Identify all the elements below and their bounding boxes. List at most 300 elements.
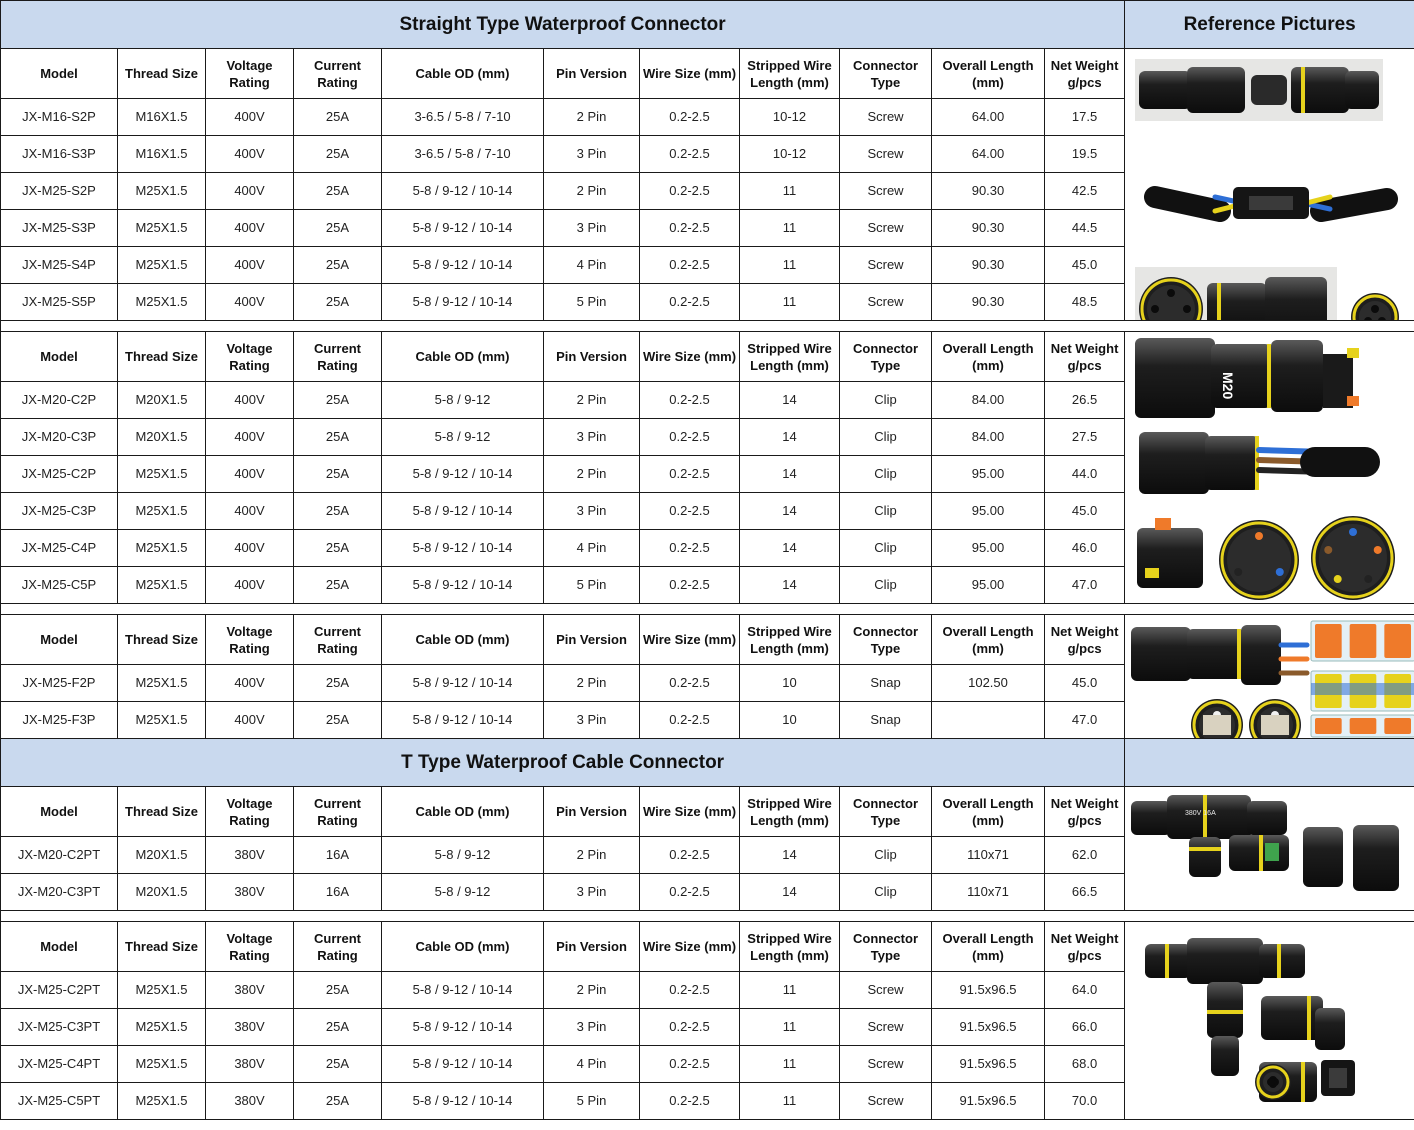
cell-connector-type: Clip — [840, 493, 932, 530]
straight-clip-connector-image — [1125, 332, 1414, 604]
cell-stripped-length: 11 — [740, 1009, 840, 1046]
cell-voltage-rating: 400V — [206, 247, 294, 284]
cell-cable-od: 5-8 / 9-12 / 10-14 — [382, 210, 544, 247]
cell-pin-version: 3 Pin — [544, 874, 640, 911]
cell-net-weight: 45.0 — [1045, 247, 1125, 284]
col-header-overall-length: Overall Length (mm) — [932, 332, 1045, 382]
cell-thread-size: M25X1.5 — [118, 1083, 206, 1120]
cell-current-rating: 25A — [294, 1046, 382, 1083]
col-header-model: Model — [1, 49, 118, 99]
col-header-current-rating: Current Rating — [294, 922, 382, 972]
col-header-stripped-length: Stripped Wire Length (mm) — [740, 615, 840, 665]
cell-thread-size: M25X1.5 — [118, 530, 206, 567]
cell-overall-length: 91.5x96.5 — [932, 1009, 1045, 1046]
col-header-stripped-length: Stripped Wire Length (mm) — [740, 332, 840, 382]
cell-connector-type: Snap — [840, 665, 932, 702]
cell-net-weight: 17.5 — [1045, 99, 1125, 136]
cell-current-rating: 25A — [294, 1083, 382, 1120]
cell-model: JX-M25-S2P — [1, 173, 118, 210]
cell-pin-version: 2 Pin — [544, 972, 640, 1009]
cell-pin-version: 5 Pin — [544, 284, 640, 321]
cell-voltage-rating: 400V — [206, 419, 294, 456]
col-header-stripped-length: Stripped Wire Length (mm) — [740, 787, 840, 837]
section-title: Straight Type Waterproof Connector — [1, 1, 1125, 49]
cell-cable-od: 5-8 / 9-12 — [382, 419, 544, 456]
cell-net-weight: 64.0 — [1045, 972, 1125, 1009]
cell-current-rating: 25A — [294, 567, 382, 604]
cell-wire-size: 0.2-2.5 — [640, 567, 740, 604]
cell-voltage-rating: 400V — [206, 136, 294, 173]
cell-current-rating: 25A — [294, 382, 382, 419]
reference-picture-t-screw-connector — [1125, 922, 1414, 1120]
cell-net-weight: 66.5 — [1045, 874, 1125, 911]
col-header-pin-version: Pin Version — [544, 615, 640, 665]
cell-model: JX-M25-C3P — [1, 493, 118, 530]
cell-voltage-rating: 400V — [206, 210, 294, 247]
cell-stripped-length: 10 — [740, 665, 840, 702]
cell-pin-version: 3 Pin — [544, 702, 640, 739]
m20-nut-label: M20 — [1220, 372, 1237, 400]
cell-net-weight: 62.0 — [1045, 837, 1125, 874]
col-header-model: Model — [1, 615, 118, 665]
cell-wire-size: 0.2-2.5 — [640, 419, 740, 456]
cell-pin-version: 2 Pin — [544, 456, 640, 493]
cell-model: JX-M20-C2P — [1, 382, 118, 419]
cell-wire-size: 0.2-2.5 — [640, 874, 740, 911]
cell-wire-size: 0.2-2.5 — [640, 382, 740, 419]
cell-net-weight: 19.5 — [1045, 136, 1125, 173]
cell-connector-type: Screw — [840, 1083, 932, 1120]
cell-net-weight: 48.5 — [1045, 284, 1125, 321]
reference-picture-straight-snap-connector — [1125, 615, 1414, 739]
cell-pin-version: 3 Pin — [544, 136, 640, 173]
col-header-voltage-rating: Voltage Rating — [206, 49, 294, 99]
cell-cable-od: 3-6.5 / 5-8 / 7-10 — [382, 136, 544, 173]
col-header-current-rating: Current Rating — [294, 49, 382, 99]
cell-voltage-rating: 380V — [206, 874, 294, 911]
col-header-thread-size: Thread Size — [118, 615, 206, 665]
cell-wire-size: 0.2-2.5 — [640, 1046, 740, 1083]
cell-stripped-length: 11 — [740, 972, 840, 1009]
cell-thread-size: M25X1.5 — [118, 665, 206, 702]
cell-voltage-rating: 400V — [206, 456, 294, 493]
t-clip-connector-image — [1125, 787, 1414, 911]
cell-model: JX-M20-C2PT — [1, 837, 118, 874]
cell-current-rating: 25A — [294, 702, 382, 739]
cell-thread-size: M25X1.5 — [118, 284, 206, 321]
cell-stripped-length: 14 — [740, 493, 840, 530]
spec-table-body — [1, 1, 1414, 1120]
cell-connector-type: Screw — [840, 136, 932, 173]
cell-overall-length: 90.30 — [932, 284, 1045, 321]
cell-pin-version: 2 Pin — [544, 99, 640, 136]
cell-voltage-rating: 400V — [206, 173, 294, 210]
cell-pin-version: 3 Pin — [544, 419, 640, 456]
cell-overall-length: 95.00 — [932, 567, 1045, 604]
cell-voltage-rating: 400V — [206, 493, 294, 530]
cell-model: JX-M25-S3P — [1, 210, 118, 247]
cell-stripped-length: 11 — [740, 1046, 840, 1083]
cell-connector-type: Screw — [840, 1009, 932, 1046]
cell-model: JX-M25-F3P — [1, 702, 118, 739]
cell-net-weight: 44.5 — [1045, 210, 1125, 247]
cell-wire-size: 0.2-2.5 — [640, 665, 740, 702]
col-header-overall-length: Overall Length (mm) — [932, 615, 1045, 665]
cell-net-weight: 45.0 — [1045, 493, 1125, 530]
cell-connector-type: Clip — [840, 837, 932, 874]
cell-model: JX-M25-C5P — [1, 567, 118, 604]
cell-overall-length: 91.5x96.5 — [932, 972, 1045, 1009]
cell-pin-version: 2 Pin — [544, 837, 640, 874]
cell-stripped-length: 10-12 — [740, 136, 840, 173]
col-header-wire-size: Wire Size (mm) — [640, 615, 740, 665]
spacer-cell — [1, 321, 1414, 332]
col-header-net-weight: Net Weight g/pcs — [1045, 615, 1125, 665]
cell-stripped-length: 11 — [740, 173, 840, 210]
col-header-voltage-rating: Voltage Rating — [206, 922, 294, 972]
col-header-net-weight: Net Weight g/pcs — [1045, 787, 1125, 837]
cell-connector-type: Screw — [840, 99, 932, 136]
cell-overall-length: 95.00 — [932, 456, 1045, 493]
cell-cable-od: 5-8 / 9-12 / 10-14 — [382, 247, 544, 284]
cell-net-weight: 27.5 — [1045, 419, 1125, 456]
cell-voltage-rating: 380V — [206, 1009, 294, 1046]
cell-wire-size: 0.2-2.5 — [640, 173, 740, 210]
cell-overall-length: 90.30 — [932, 247, 1045, 284]
cell-thread-size: M25X1.5 — [118, 210, 206, 247]
col-header-stripped-length: Stripped Wire Length (mm) — [740, 49, 840, 99]
cell-current-rating: 25A — [294, 419, 382, 456]
cell-overall-length: 84.00 — [932, 382, 1045, 419]
col-header-stripped-length: Stripped Wire Length (mm) — [740, 922, 840, 972]
cell-model: JX-M20-C3PT — [1, 874, 118, 911]
cell-net-weight: 47.0 — [1045, 702, 1125, 739]
cell-wire-size: 0.2-2.5 — [640, 247, 740, 284]
cell-cable-od: 5-8 / 9-12 — [382, 382, 544, 419]
cell-connector-type: Screw — [840, 173, 932, 210]
cell-stripped-length: 10-12 — [740, 99, 840, 136]
cell-overall-length: 64.00 — [932, 99, 1045, 136]
cell-pin-version: 4 Pin — [544, 247, 640, 284]
cell-overall-length — [932, 702, 1045, 739]
cell-cable-od: 5-8 / 9-12 / 10-14 — [382, 1009, 544, 1046]
cell-wire-size: 0.2-2.5 — [640, 210, 740, 247]
cell-stripped-length: 14 — [740, 567, 840, 604]
cell-overall-length: 90.30 — [932, 210, 1045, 247]
reference-pictures-title — [1125, 739, 1414, 787]
cell-stripped-length: 14 — [740, 530, 840, 567]
col-header-pin-version: Pin Version — [544, 332, 640, 382]
t-screw-connector-image — [1125, 922, 1414, 1120]
cell-wire-size: 0.2-2.5 — [640, 837, 740, 874]
cell-wire-size: 0.2-2.5 — [640, 972, 740, 1009]
cell-cable-od: 5-8 / 9-12 / 10-14 — [382, 702, 544, 739]
group-spacer — [1, 604, 1414, 615]
straight-snap-connector-image — [1125, 615, 1414, 739]
cell-connector-type: Snap — [840, 702, 932, 739]
col-header-current-rating: Current Rating — [294, 332, 382, 382]
t-connector-label: 380V 16A — [1185, 810, 1216, 817]
table-header-row — [1, 787, 1414, 837]
cell-stripped-length: 14 — [740, 382, 840, 419]
cell-model: JX-M25-C5PT — [1, 1083, 118, 1120]
cell-cable-od: 5-8 / 9-12 / 10-14 — [382, 972, 544, 1009]
cell-cable-od: 5-8 / 9-12 / 10-14 — [382, 567, 544, 604]
cell-current-rating: 25A — [294, 210, 382, 247]
cell-thread-size: M20X1.5 — [118, 382, 206, 419]
spacer-cell — [1, 604, 1414, 615]
col-header-thread-size: Thread Size — [118, 922, 206, 972]
col-header-cable-od: Cable OD (mm) — [382, 615, 544, 665]
cell-model: JX-M25-F2P — [1, 665, 118, 702]
cell-pin-version: 3 Pin — [544, 210, 640, 247]
cell-thread-size: M16X1.5 — [118, 99, 206, 136]
cell-thread-size: M20X1.5 — [118, 419, 206, 456]
reference-picture-straight-clip-connector — [1125, 332, 1414, 604]
col-header-overall-length: Overall Length (mm) — [932, 922, 1045, 972]
cell-wire-size: 0.2-2.5 — [640, 1009, 740, 1046]
cell-wire-size: 0.2-2.5 — [640, 456, 740, 493]
cell-voltage-rating: 400V — [206, 665, 294, 702]
cell-overall-length: 91.5x96.5 — [932, 1046, 1045, 1083]
col-header-model: Model — [1, 787, 118, 837]
cell-model: JX-M16-S3P — [1, 136, 118, 173]
reference-picture-t-clip-connector — [1125, 787, 1414, 911]
cell-model: JX-M20-C3P — [1, 419, 118, 456]
cell-pin-version: 4 Pin — [544, 530, 640, 567]
cell-thread-size: M25X1.5 — [118, 247, 206, 284]
section-band — [1, 1, 1414, 49]
cell-net-weight: 45.0 — [1045, 665, 1125, 702]
cell-overall-length: 102.50 — [932, 665, 1045, 702]
cell-pin-version: 3 Pin — [544, 493, 640, 530]
cell-cable-od: 5-8 / 9-12 / 10-14 — [382, 530, 544, 567]
cell-overall-length: 110x71 — [932, 874, 1045, 911]
cell-connector-type: Clip — [840, 874, 932, 911]
col-header-net-weight: Net Weight g/pcs — [1045, 332, 1125, 382]
cell-overall-length: 84.00 — [932, 419, 1045, 456]
col-header-overall-length: Overall Length (mm) — [932, 49, 1045, 99]
cell-stripped-length: 14 — [740, 419, 840, 456]
cell-cable-od: 5-8 / 9-12 / 10-14 — [382, 456, 544, 493]
col-header-net-weight: Net Weight g/pcs — [1045, 922, 1125, 972]
cell-cable-od: 5-8 / 9-12 / 10-14 — [382, 1046, 544, 1083]
col-header-voltage-rating: Voltage Rating — [206, 332, 294, 382]
cell-voltage-rating: 400V — [206, 99, 294, 136]
cell-pin-version: 4 Pin — [544, 1046, 640, 1083]
col-header-pin-version: Pin Version — [544, 922, 640, 972]
cell-overall-length: 90.30 — [932, 173, 1045, 210]
cell-connector-type: Screw — [840, 210, 932, 247]
cell-stripped-length: 11 — [740, 284, 840, 321]
col-header-connector-type: Connector Type — [840, 922, 932, 972]
cell-stripped-length: 11 — [740, 1083, 840, 1120]
cell-net-weight: 47.0 — [1045, 567, 1125, 604]
cell-voltage-rating: 380V — [206, 1083, 294, 1120]
spacer-cell — [1, 911, 1414, 922]
cell-wire-size: 0.2-2.5 — [640, 136, 740, 173]
cell-stripped-length: 14 — [740, 456, 840, 493]
col-header-current-rating: Current Rating — [294, 787, 382, 837]
reference-picture-straight-screw-connector — [1125, 49, 1414, 321]
cell-cable-od: 5-8 / 9-12 / 10-14 — [382, 1083, 544, 1120]
col-header-wire-size: Wire Size (mm) — [640, 332, 740, 382]
cell-current-rating: 25A — [294, 665, 382, 702]
col-header-model: Model — [1, 922, 118, 972]
col-header-thread-size: Thread Size — [118, 49, 206, 99]
group-spacer — [1, 321, 1414, 332]
cell-wire-size: 0.2-2.5 — [640, 530, 740, 567]
cell-voltage-rating: 380V — [206, 972, 294, 1009]
cell-overall-length: 95.00 — [932, 530, 1045, 567]
cell-thread-size: M25X1.5 — [118, 972, 206, 1009]
cell-stripped-length: 11 — [740, 247, 840, 284]
cell-model: JX-M25-S5P — [1, 284, 118, 321]
cell-current-rating: 25A — [294, 493, 382, 530]
table-header-row — [1, 49, 1414, 99]
cell-current-rating: 16A — [294, 874, 382, 911]
section-band — [1, 739, 1414, 787]
col-header-connector-type: Connector Type — [840, 787, 932, 837]
cell-current-rating: 25A — [294, 99, 382, 136]
cell-current-rating: 25A — [294, 972, 382, 1009]
col-header-model: Model — [1, 332, 118, 382]
table-header-row — [1, 332, 1414, 382]
cell-overall-length: 64.00 — [932, 136, 1045, 173]
cell-net-weight: 70.0 — [1045, 1083, 1125, 1120]
cell-overall-length: 110x71 — [932, 837, 1045, 874]
cell-cable-od: 5-8 / 9-12 / 10-14 — [382, 665, 544, 702]
cell-net-weight: 26.5 — [1045, 382, 1125, 419]
cell-wire-size: 0.2-2.5 — [640, 493, 740, 530]
reference-pictures-title: Reference Pictures — [1125, 1, 1414, 49]
col-header-wire-size: Wire Size (mm) — [640, 787, 740, 837]
cell-wire-size: 0.2-2.5 — [640, 1083, 740, 1120]
cell-pin-version: 2 Pin — [544, 382, 640, 419]
cell-net-weight: 42.5 — [1045, 173, 1125, 210]
cell-pin-version: 2 Pin — [544, 173, 640, 210]
col-header-pin-version: Pin Version — [544, 787, 640, 837]
cell-connector-type: Clip — [840, 419, 932, 456]
cell-net-weight: 44.0 — [1045, 456, 1125, 493]
cell-cable-od: 5-8 / 9-12 — [382, 874, 544, 911]
cell-current-rating: 25A — [294, 247, 382, 284]
cell-voltage-rating: 380V — [206, 1046, 294, 1083]
col-header-pin-version: Pin Version — [544, 49, 640, 99]
cell-stripped-length: 10 — [740, 702, 840, 739]
col-header-current-rating: Current Rating — [294, 615, 382, 665]
cell-thread-size: M25X1.5 — [118, 493, 206, 530]
cell-voltage-rating: 400V — [206, 284, 294, 321]
cell-thread-size: M20X1.5 — [118, 874, 206, 911]
cell-thread-size: M25X1.5 — [118, 567, 206, 604]
cell-model: JX-M16-S2P — [1, 99, 118, 136]
cell-model: JX-M25-C2PT — [1, 972, 118, 1009]
cell-connector-type: Screw — [840, 247, 932, 284]
cell-voltage-rating: 400V — [206, 382, 294, 419]
cell-connector-type: Screw — [840, 1046, 932, 1083]
cell-current-rating: 25A — [294, 284, 382, 321]
cell-wire-size: 0.2-2.5 — [640, 702, 740, 739]
col-header-connector-type: Connector Type — [840, 49, 932, 99]
col-header-wire-size: Wire Size (mm) — [640, 922, 740, 972]
cell-connector-type: Clip — [840, 567, 932, 604]
cell-thread-size: M25X1.5 — [118, 1046, 206, 1083]
col-header-cable-od: Cable OD (mm) — [382, 787, 544, 837]
cell-thread-size: M20X1.5 — [118, 837, 206, 874]
cell-connector-type: Clip — [840, 456, 932, 493]
cell-stripped-length: 11 — [740, 210, 840, 247]
cell-voltage-rating: 400V — [206, 530, 294, 567]
cell-model: JX-M25-C2P — [1, 456, 118, 493]
table-header-row — [1, 922, 1414, 972]
table-header-row — [1, 615, 1414, 665]
cell-voltage-rating: 400V — [206, 702, 294, 739]
cell-thread-size: M25X1.5 — [118, 456, 206, 493]
cell-net-weight: 68.0 — [1045, 1046, 1125, 1083]
col-header-net-weight: Net Weight g/pcs — [1045, 49, 1125, 99]
col-header-connector-type: Connector Type — [840, 615, 932, 665]
cell-connector-type: Screw — [840, 284, 932, 321]
col-header-thread-size: Thread Size — [118, 787, 206, 837]
cell-model: JX-M25-C4P — [1, 530, 118, 567]
cell-cable-od: 3-6.5 / 5-8 / 7-10 — [382, 99, 544, 136]
cell-net-weight: 46.0 — [1045, 530, 1125, 567]
col-header-cable-od: Cable OD (mm) — [382, 49, 544, 99]
straight-screw-connector-image — [1125, 49, 1414, 321]
cell-thread-size: M25X1.5 — [118, 1009, 206, 1046]
cell-current-rating: 25A — [294, 173, 382, 210]
cell-current-rating: 25A — [294, 136, 382, 173]
cell-current-rating: 25A — [294, 530, 382, 567]
col-header-overall-length: Overall Length (mm) — [932, 787, 1045, 837]
cell-pin-version: 5 Pin — [544, 567, 640, 604]
cell-pin-version: 3 Pin — [544, 1009, 640, 1046]
cell-thread-size: M16X1.5 — [118, 136, 206, 173]
cell-connector-type: Clip — [840, 530, 932, 567]
cell-current-rating: 16A — [294, 837, 382, 874]
cell-thread-size: M25X1.5 — [118, 173, 206, 210]
cell-pin-version: 5 Pin — [544, 1083, 640, 1120]
cell-cable-od: 5-8 / 9-12 / 10-14 — [382, 284, 544, 321]
cell-voltage-rating: 380V — [206, 837, 294, 874]
col-header-voltage-rating: Voltage Rating — [206, 615, 294, 665]
group-spacer — [1, 911, 1414, 922]
cell-cable-od: 5-8 / 9-12 / 10-14 — [382, 493, 544, 530]
col-header-cable-od: Cable OD (mm) — [382, 332, 544, 382]
cell-cable-od: 5-8 / 9-12 — [382, 837, 544, 874]
cell-stripped-length: 14 — [740, 874, 840, 911]
cell-model: JX-M25-C4PT — [1, 1046, 118, 1083]
cell-wire-size: 0.2-2.5 — [640, 284, 740, 321]
cell-pin-version: 2 Pin — [544, 665, 640, 702]
cell-overall-length: 95.00 — [932, 493, 1045, 530]
cell-model: JX-M25-S4P — [1, 247, 118, 284]
col-header-voltage-rating: Voltage Rating — [206, 787, 294, 837]
col-header-wire-size: Wire Size (mm) — [640, 49, 740, 99]
cell-wire-size: 0.2-2.5 — [640, 99, 740, 136]
cell-connector-type: Screw — [840, 972, 932, 1009]
section-title: T Type Waterproof Cable Connector — [1, 739, 1125, 787]
col-header-thread-size: Thread Size — [118, 332, 206, 382]
col-header-connector-type: Connector Type — [840, 332, 932, 382]
cell-thread-size: M25X1.5 — [118, 702, 206, 739]
col-header-cable-od: Cable OD (mm) — [382, 922, 544, 972]
cell-voltage-rating: 400V — [206, 567, 294, 604]
cell-connector-type: Clip — [840, 382, 932, 419]
cell-current-rating: 25A — [294, 456, 382, 493]
cell-net-weight: 66.0 — [1045, 1009, 1125, 1046]
